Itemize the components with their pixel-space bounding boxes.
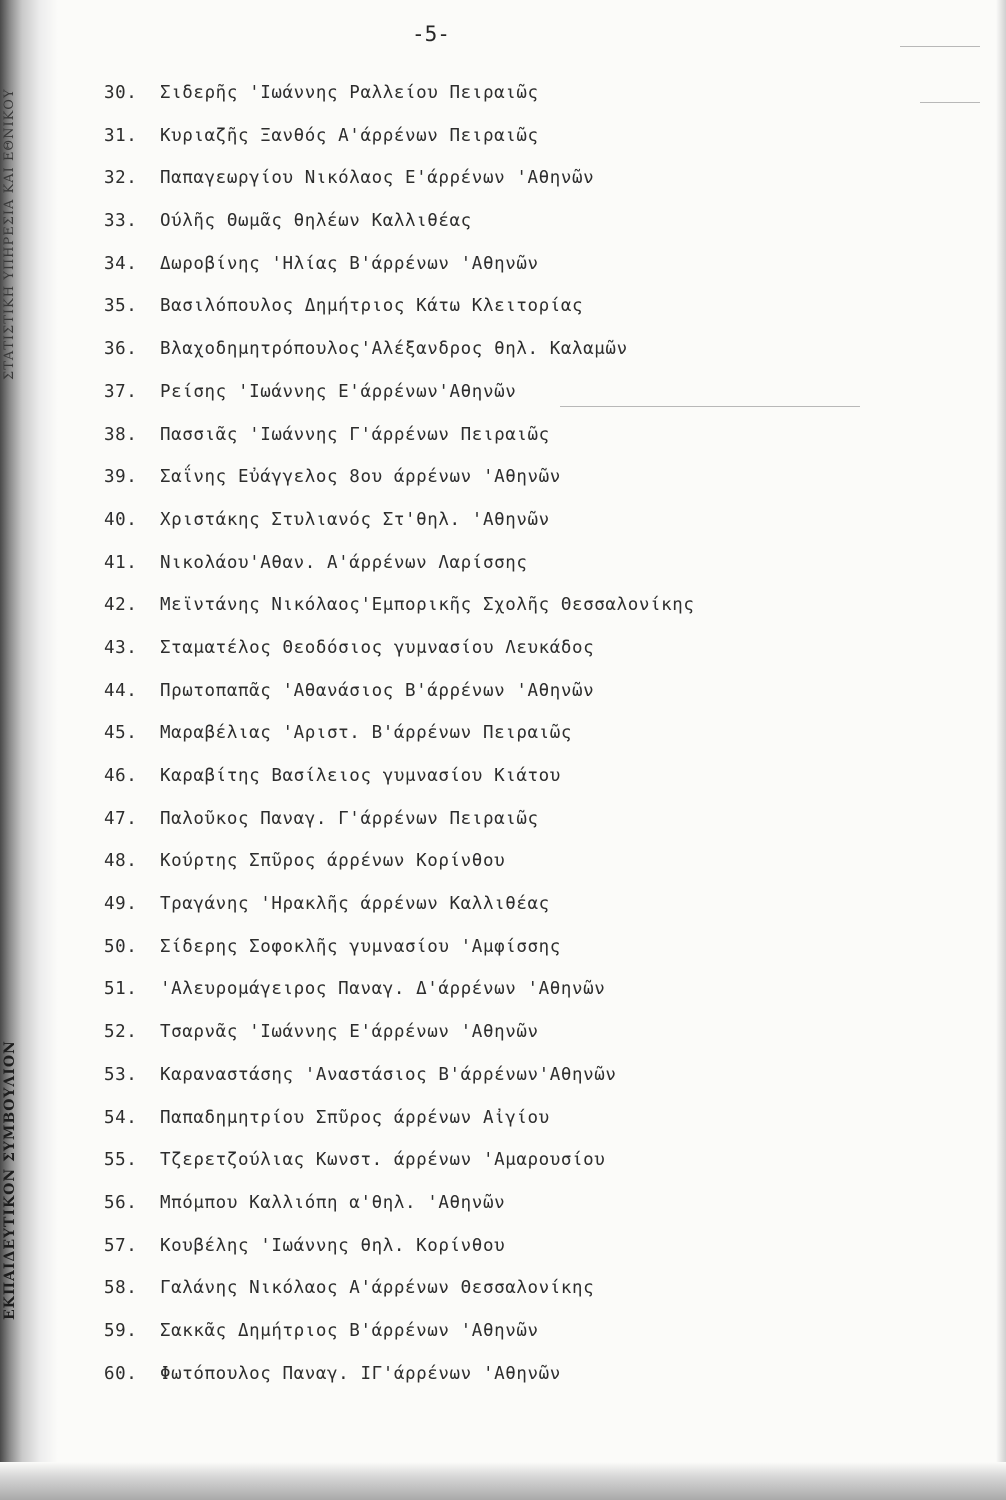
entry-number: 58. — [104, 1278, 138, 1299]
entry-number: 32. — [104, 168, 138, 189]
entry-number: 56. — [104, 1192, 138, 1213]
entry-number: 46. — [104, 766, 138, 786]
entry-number: 51. — [104, 979, 138, 1000]
entry-number: 41. — [104, 552, 138, 573]
entry-number: 52. — [104, 1022, 138, 1043]
entry-text: Καραβίτης Βασίλειος γυμνασίου Κιάτου — [160, 766, 561, 786]
spine-stamp-top: ΣΤΑΤΙΣΤΙΚΗ ΥΠΗΡΕΣΙΑ ΚΑΙ ΕΘΝΙΚΟΥ — [2, 88, 17, 380]
entry-number: 54. — [104, 1107, 138, 1128]
entry-number: 33. — [104, 211, 138, 232]
list-item — [104, 1097, 964, 1140]
entry-text: 'Αλευρομάγειρος Παναγ. Δ'άρρένων 'Αθηνῶν — [160, 979, 606, 1000]
entry-text: Μαραβέλιας 'Αριστ. Β'άρρένων Πειραιῶς — [160, 723, 573, 744]
list-item — [104, 755, 964, 798]
entry-text: Σταματέλος Θεοδόσιος γυμνασίου Λευκάδος — [160, 637, 595, 658]
entry-number: 47. — [104, 808, 138, 829]
entry-text: Τσαρνᾶς 'Ιωάννης Ε'άρρένων 'Αθηνῶν — [160, 1022, 539, 1043]
list-item — [104, 456, 964, 499]
entry-text: Σακκᾶς Δημήτριος Β'άρρένων 'Αθηνῶν — [160, 1320, 539, 1341]
list-item — [104, 542, 964, 585]
scan-line — [900, 46, 980, 47]
entry-text: Γαλάνης Νικόλαος Α'άρρένων Θεσσαλονίκης — [160, 1278, 595, 1299]
entry-text: Βασιλόπουλος Δημήτριος Κάτω Κλειτορίας — [160, 296, 584, 317]
entry-number: 55. — [104, 1150, 138, 1171]
list-item — [104, 285, 964, 328]
entry-text: Χριστάκης Στυλιανός Στ'θηλ. 'Αθηνῶν — [160, 509, 550, 530]
list-item — [104, 968, 964, 1011]
entry-number: 43. — [104, 637, 138, 658]
student-list — [104, 72, 964, 1395]
entry-number: 39. — [104, 467, 138, 488]
list-item — [104, 115, 964, 158]
list-item — [104, 1139, 964, 1182]
entry-number: 31. — [104, 125, 138, 146]
entry-text: Κουβέλης 'Ιωάννης θηλ. Κορίνθου — [160, 1235, 506, 1256]
list-item — [104, 328, 964, 371]
list-item — [104, 1353, 964, 1396]
list-item — [104, 200, 964, 243]
entry-number: 50. — [104, 936, 138, 957]
entry-text: Παπαγεωργίου Νικόλαος Ε'άρρένων 'Αθηνῶν — [160, 168, 595, 189]
entry-text: Κούρτης Σπῦρος άρρένων Κορίνθου — [160, 851, 506, 872]
entry-text: Ρείσης 'Ιωάννης Ε'άρρένων'Αθηνῶν — [160, 381, 517, 402]
entry-number: 48. — [104, 851, 138, 872]
list-item — [104, 926, 964, 969]
entry-text: Τραγάνης 'Ηρακλῆς άρρένων Καλλιθέας — [160, 894, 550, 915]
entry-number: 44. — [104, 680, 138, 701]
entry-number: 60. — [104, 1363, 138, 1384]
entry-number: 37. — [104, 381, 138, 402]
list-item — [104, 1054, 964, 1097]
list-item — [104, 243, 964, 286]
entry-text: Μπόμπου Καλλιόπη α'θηλ. 'Αθηνῶν — [160, 1192, 506, 1213]
entry-number: 38. — [104, 424, 138, 445]
list-item — [104, 72, 964, 115]
list-item — [104, 670, 964, 713]
list-item — [104, 157, 964, 200]
entry-text: Νικολάου'Αθαν. Α'άρρένων Λαρίσσης — [160, 552, 528, 573]
list-item — [104, 371, 964, 414]
entry-number: 42. — [104, 595, 138, 616]
entry-number: 57. — [104, 1235, 138, 1256]
list-item — [104, 1011, 964, 1054]
scan-bottom-edge — [0, 1462, 1006, 1500]
spine-stamp-bottom: ΕΚΠΑΙΔΕΥΤΙΚΟΝ ΣΥΜΒΟΥΛΙΟΝ — [2, 1040, 18, 1320]
list-item — [104, 1267, 964, 1310]
entry-number: 40. — [104, 509, 138, 530]
entry-text: Φωτόπουλος Παναγ. ΙΓ'άρρένων 'Αθηνῶν — [160, 1363, 561, 1384]
entry-number: 30. — [104, 83, 138, 103]
entry-text: Σίδερης Σοφοκλῆς γυμνασίου 'Αμφίσσης — [160, 936, 561, 957]
entry-text: Παλοῦκος Παναγ. Γ'άρρένων Πειραιῶς — [160, 808, 539, 829]
list-item — [104, 1225, 964, 1268]
entry-text: Δωροβίνης 'Ηλίας Β'άρρένων 'Αθηνῶν — [160, 253, 539, 274]
entry-text: Τζερετζούλιας Κωνστ. άρρένων 'Αμαρουσίου — [160, 1150, 606, 1171]
entry-text: Ούλῆς Θωμᾶς θηλέων Καλλιθέας — [160, 211, 472, 232]
list-item — [104, 840, 964, 883]
list-item — [104, 1182, 964, 1225]
entry-number: 36. — [104, 339, 138, 360]
entry-number: 45. — [104, 723, 138, 744]
entry-text: Μεϊντάνης Νικόλαος'Εμπορικῆς Σχολῆς Θεσσαλονίκης — [160, 595, 695, 616]
entry-number: 53. — [104, 1064, 138, 1085]
list-item — [104, 883, 964, 926]
entry-text: Σαΐνης Εὐάγγελος 8ου άρρένων 'Αθηνῶν — [160, 467, 561, 488]
entry-text: Βλαχοδημητρόπουλος'Αλέξανδρος θηλ. Καλαμῶν — [160, 339, 628, 360]
list-item — [104, 414, 964, 457]
list-item — [104, 798, 964, 841]
entry-text: Παπαδημητρίου Σπῦρος άρρένων Αἰγίου — [160, 1107, 550, 1128]
entry-number: 34. — [104, 253, 138, 274]
entry-text: Καραναστάσης 'Αναστάσιος Β'άρρένων'Αθηνῶν — [160, 1064, 617, 1085]
right-scan-edge — [996, 0, 1006, 1500]
list-item — [104, 627, 964, 670]
entry-text: Πρωτοπαπᾶς 'Αθανάσιος Β'άρρένων 'Αθηνῶν — [160, 680, 595, 701]
entry-text: Σιδερῆς 'Ιωάννης Ραλλείου Πειραιῶς — [160, 83, 539, 103]
list-item — [104, 1310, 964, 1353]
entry-number: 35. — [104, 296, 138, 317]
list-item — [104, 712, 964, 755]
entry-number: 49. — [104, 894, 138, 915]
entry-number: 59. — [104, 1320, 138, 1341]
list-item — [104, 499, 964, 542]
entry-text: Κυριαζῆς Ξανθός Α'άρρένων Πειραιῶς — [160, 125, 539, 146]
page-number: -5- — [412, 22, 450, 46]
entry-text: Πασσιᾶς 'Ιωάννης Γ'άρρένων Πειραιῶς — [160, 424, 550, 445]
list-item — [104, 584, 964, 627]
